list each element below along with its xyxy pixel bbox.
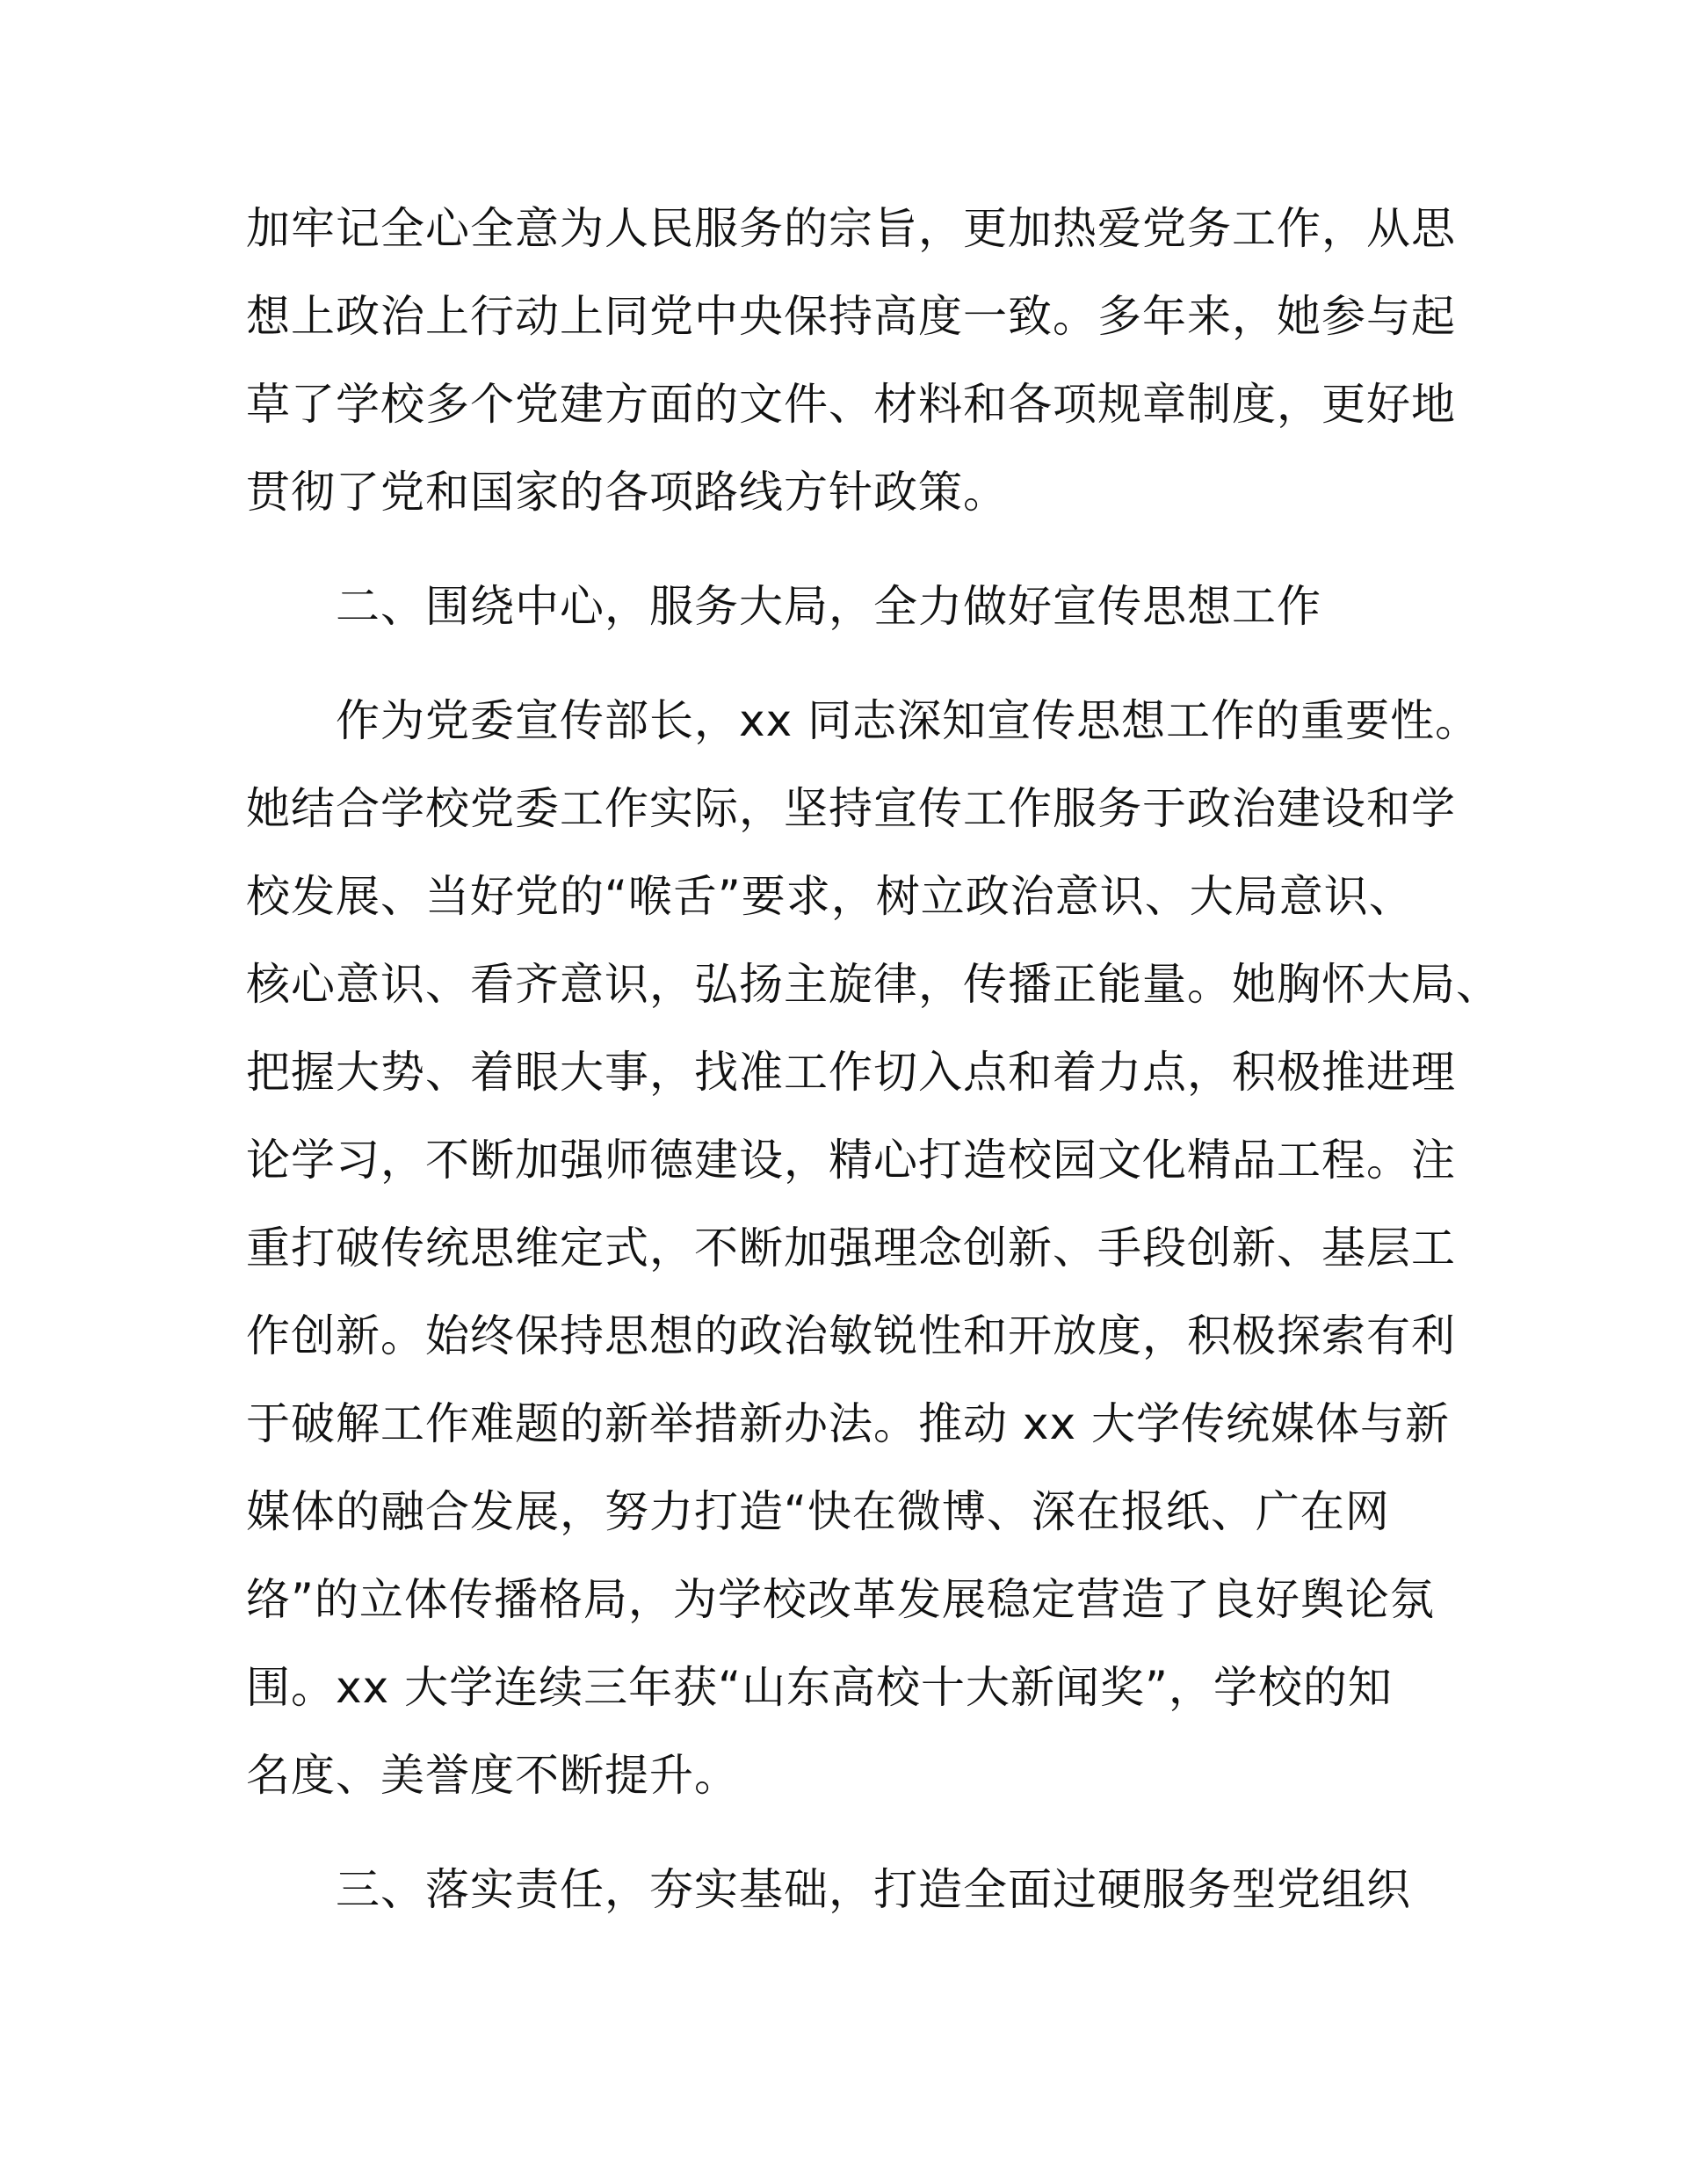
paragraph-line: 重打破传统思维定式，不断加强理念创新、手段创新、基层工: [246, 1223, 1456, 1273]
section-heading-2: 二、围绕中心，服务大局，全力做好宣传思想工作: [336, 581, 1321, 632]
paragraph-line: 于破解工作难题的新举措新办法。推动 xx 大学传统媒体与新: [246, 1398, 1450, 1449]
paragraph-line: 作创新。始终保持思想的政治敏锐性和开放度，积极探索有利: [246, 1310, 1456, 1361]
paragraph-line: 校发展、当好党的“喉舌”要求，树立政治意识、大局意识、: [246, 871, 1414, 922]
paragraph-line: 围。xx 大学连续三年获“山东高校十大新闻奖”，学校的知: [246, 1662, 1393, 1713]
paragraph-line: 草了学校多个党建方面的文件、材料和各项规章制度，更好地: [246, 379, 1456, 430]
section-heading-3: 三、落实责任，夯实基础，打造全面过硬服务型党组织: [336, 1864, 1411, 1915]
paragraph-line: 作为党委宣传部长，xx 同志深知宣传思想工作的重要性。: [336, 695, 1481, 746]
paragraph-line: 络”的立体传播格局，为学校改革发展稳定营造了良好舆论氛: [246, 1574, 1435, 1625]
paragraph-line: 媒体的融合发展，努力打造“快在微博、深在报纸、广在网: [246, 1486, 1390, 1537]
paragraph-line: 加牢记全心全意为人民服务的宗旨，更加热爱党务工作，从思: [246, 203, 1456, 254]
paragraph-line: 她结合学校党委工作实际，坚持宣传工作服务于政治建设和学: [246, 783, 1456, 834]
paragraph-line: 贯彻了党和国家的各项路线方针政策。: [246, 467, 1008, 518]
paragraph-line: 名度、美誉度不断提升。: [246, 1750, 739, 1801]
paragraph-line: 把握大势、着眼大事，找准工作切入点和着力点，积极推进理: [246, 1047, 1456, 1098]
paragraph-line: 想上政治上行动上同党中央保持高度一致。多年来，她参与起: [246, 291, 1456, 342]
paragraph-line: 核心意识、看齐意识，弘扬主旋律，传播正能量。她胸怀大局、: [246, 959, 1501, 1010]
paragraph-line: 论学习，不断加强师德建设，精心打造校园文化精品工程。注: [246, 1135, 1456, 1186]
